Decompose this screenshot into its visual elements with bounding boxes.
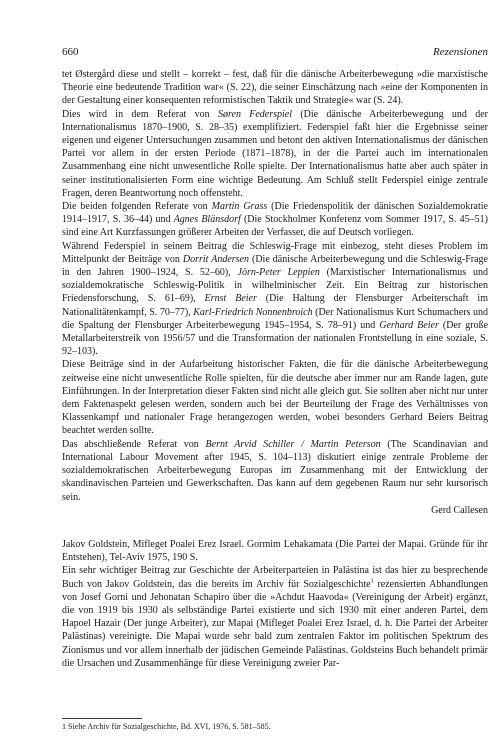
paragraph: Dies wird in dem Referat von Søren Federspiel (Die dänische Arbeiterbewegung und der Internationalismus 1870–1900, S. 28–35) exemplifiziert. Federspiel faßt hier die Ergebnisse seiner eigenen und eigener Untersuchungen zusammen und betont den aktiven Internationalismus der dänischen Partei vor allem in der ersten Periode (1871–1878), in der die Partei auch im internationalen Zusammenhang eine nicht unwesentliche Rolle spielte. Der Internationalismus hatte aber auch später in seiner institutionalisierten Form eine wichtige Bedeutung. Am Schluß stellt Federspiel einige zentrale Fragen, deren Beantwortung noch offensteht.	[62, 108, 488, 199]
footnote: 1 Siehe Archiv für Sozialgeschichte, Bd. XVI, 1976, S. 581–585.	[62, 722, 271, 731]
author-name: Bernt Arvid Schiller / Martin Peterson	[205, 438, 381, 450]
reviewer-signature: Gerd Callesen	[431, 504, 488, 516]
paragraph: Die beiden folgenden Referate von Martin Grass (Die Friedenspolitik der dänischen Sozialdemokratie 1914–1917, S. 36–44) und Agnes Blänsdorf (Die Stockholmer Konferenz vom Sommer 1917, S. 45–51) sind eine Art Kurzfassungen größerer Arbeiten der Verfasser, die auf Deutsch vorliegen.	[62, 201, 488, 239]
author-name: Jörn-Peter Leppien	[237, 267, 320, 279]
author-name: Søren Federspiel	[217, 108, 293, 120]
author-name: Dorrit Andersen	[182, 253, 249, 265]
author-name: Karl-Friedrich Nonnenbroich	[193, 306, 313, 318]
book-citation: Jakov Goldstein, Mifleget Poalei Erez Israel. Gormim Lehakamata (Die Partei der Mapai. Gründe für ihr Entstehen), Tel-Aviv 1975, 190 S.	[62, 538, 488, 564]
review-goldstein	[62, 538, 488, 670]
page-number: 660	[62, 46, 79, 58]
review-callesen	[62, 68, 488, 517]
author-name: Agnes Blänsdorf	[173, 214, 241, 226]
paragraph: tet Østergård diese und stellt – korrekt – fest, daß für die dänische Arbeiterbewegung »die marxistische Theorie eine bedeutende Tradition war« (S. 22), die seiner Einschätzung nach »eine der Komponenten in der Gestaltung einer konsequenten reformistischen Taktik und Strategie« war (S. 24).	[62, 69, 488, 107]
footnote-divider	[62, 718, 142, 719]
author-name: Gerhard Beier	[379, 319, 439, 331]
main-text	[62, 68, 488, 670]
paragraph: Ein sehr wichtiger Beitrag zur Geschichte der Arbeiterparteien in Palästina ist das hier zu besprechende Buch von Jakov Goldstein, das die bereits im Archiv für Sozialgeschichte$^1$ rezensierten Abhandlungen von Josef Gorni und Jehonatan Schapiro über die »Achdut Haavoda« (Vereinigung der Arbeit) ergänzt, die von 1919 bis 1930 als selbständige Partei existierte und sich 1930 mit einer anderen Partei, dem Hapoel Hazair (Der junge Arbeiter), zur Mapai (Mifleget Poalei Erez Israel, d. h. Die Partei der Arbeiter Palästinas) vereinigte. Die Mapai wurde sehr bald zum zentralen Faktor im politischen Spektrum des Zionismus und vor allem innerhalb der jüdischen Gemeinde Palästinas. Goldsteins Buch behandelt primär die Ursachen und Zusammenhänge für diese Vereinigung zweier Par-	[62, 565, 488, 669]
footnote-reference: 1	[370, 578, 374, 585]
paragraph: Diese Beiträge sind in der Aufarbeitung historischer Fakten, die für die dänische Arbeiterbewegung zeitweise eine nicht unwesentliche Rolle spielten, für die deutsche aber immer nur am Rande lagen, gute Einführungen. In der Interpretation dieser Fakten sind nicht alle gleich gut. Sie sollten aber nicht nur unter dem Faktenaspekt gelesen werden, sondern auch bei der Beurteilung der Frage des Verhältnisses von Klassenkampf und nationaler Frage herangezogen werden, wobei besonders Gerhard Beiers Beitrag beachtet werden sollte.	[62, 359, 488, 437]
paragraph: Das abschließende Referat von Bernt Arvid Schiller / Martin Peterson (The Scandinavian and International Labour Movement after 1945, S. 104–113) diskutiert einige zentrale Probleme der sozialdemokratischen Arbeiterbewegung Europas im Zusammenhang mit der Entwicklung der skandinavischen Parteien und Gewerkschaften. Das kann auf dem gegebenen Raum nur sehr kursorisch sein.	[62, 438, 488, 503]
section-title: Rezensionen	[433, 46, 488, 58]
author-name: Ernst Beier	[204, 293, 257, 305]
author-name: Martin Grass	[211, 201, 268, 213]
running-header	[62, 46, 488, 60]
paragraph: Während Federspiel in seinem Beitrag die Schleswig-Frage mit einbezog, steht dieses Problem im Mittelpunkt der Beiträge von Dorrit Andersen (Die dänische Arbeiterbewegung und die Schleswig-Frage in den Jahren 1900–1924, S. 52–60), Jörn-Peter Leppien (Marxistischer Internationalismus und sozialdemokratische Schleswig-Politik in wilhelminischer Zeit. Ein Beitrag zur historischen Friedensforschung, S. 61–69), Ernst Beier (Die Haltung der Flensburger Arbeiterschaft im Nationalitätenkampf, S. 70–77), Karl-Friedrich Nonnenbroich (Der Nationalismus Kurt Schumachers und die Spaltung der Flensburger Arbeiterbewegung 1945–1954, S. 78–91) und Gerhard Beier (Der große Metallarbeiterstreik von 1956/57 und die Transformation der nationalen Frontstellung in eine soziale, S. 92–103).	[62, 240, 489, 358]
